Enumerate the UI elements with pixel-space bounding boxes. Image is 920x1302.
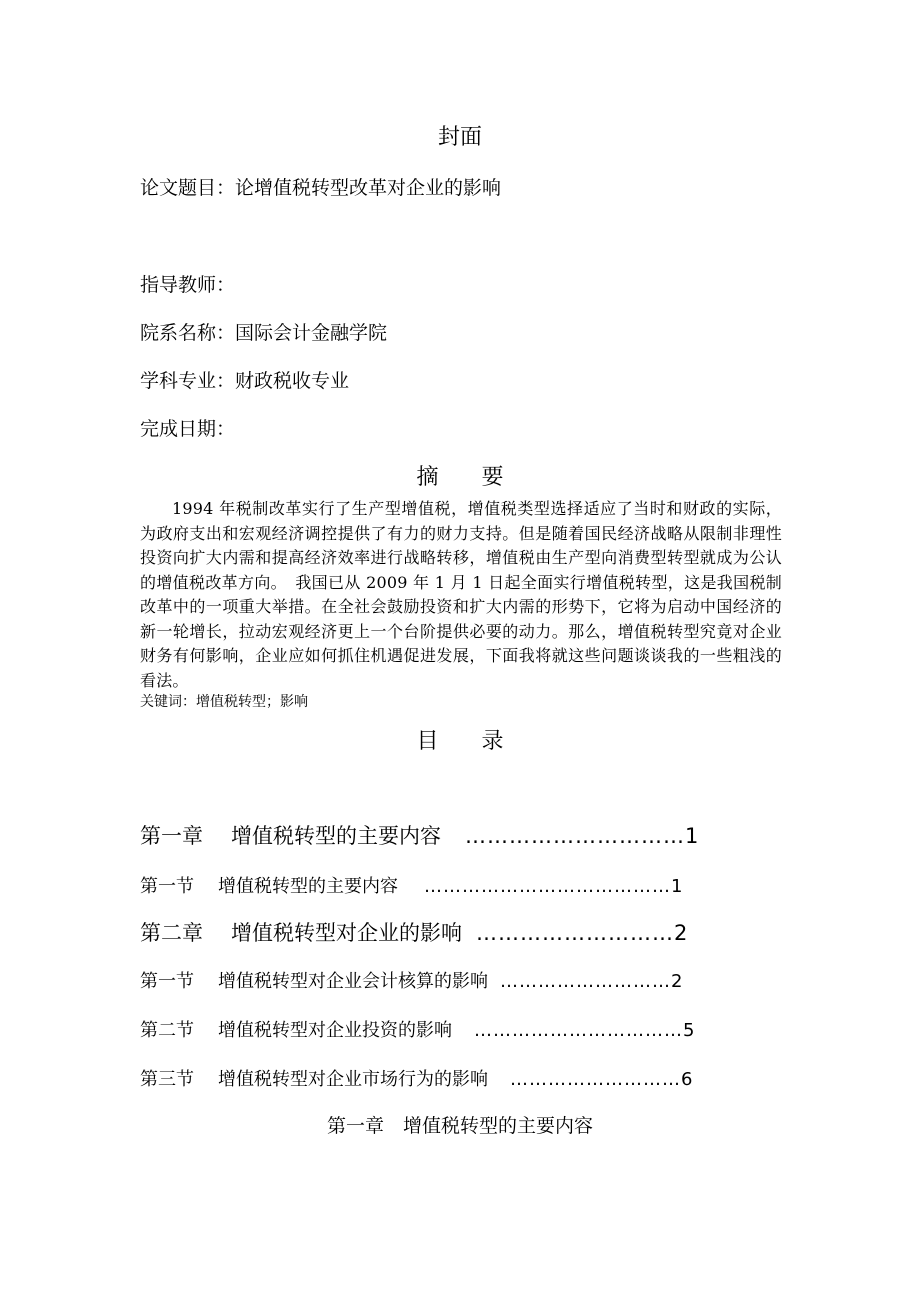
toc-label: 第一节: [140, 971, 194, 992]
date-field: 完成日期：: [140, 418, 236, 440]
advisor-field: 指导教师：: [140, 274, 236, 296]
toc-label: 第一节: [140, 876, 194, 897]
toc-leader-dots: ………………………: [510, 1069, 681, 1090]
toc-leader-dots: ………………………: [476, 921, 674, 945]
cover-title: 封面: [437, 125, 482, 150]
toc-title: 增值税转型对企业投资的影响: [218, 1020, 452, 1041]
thesis-title: 论文题目：论增值税转型改革对企业的影响: [140, 177, 502, 199]
toc-entry-chapter-1[interactable]: [140, 820, 698, 850]
toc-title: 增值税转型的主要内容: [218, 876, 398, 897]
toc-page-number: 6: [681, 1069, 693, 1090]
toc-page-number: 1: [671, 876, 683, 897]
toc-page-number: 1: [685, 824, 699, 848]
major-field: 学科专业：财政税收专业: [140, 370, 350, 392]
department-field: 院系名称：国际会计金融学院: [140, 322, 388, 344]
abstract-heading: 摘 要: [416, 465, 522, 490]
toc-label: 第二章: [140, 921, 203, 945]
toc-page-number: 5: [683, 1020, 695, 1041]
chapter-1-heading: 第一章 增值税转型的主要内容: [326, 1115, 593, 1137]
toc-title: 增值税转型对企业的影响: [231, 921, 462, 945]
toc-leader-dots: ………………………: [500, 971, 671, 992]
toc-entry-section-1-1[interactable]: [140, 872, 682, 898]
toc-page-number: 2: [671, 971, 683, 992]
toc-label: 第一章: [140, 824, 203, 848]
toc-leader-dots: …………………………: [465, 824, 685, 848]
toc-leader-dots: …………………………………: [424, 876, 671, 897]
toc-label: 第二节: [140, 1020, 194, 1041]
toc-title: 增值税转型的主要内容: [231, 824, 441, 848]
toc-title: 增值税转型对企业会计核算的影响: [218, 971, 488, 992]
toc-entry-section-2-3[interactable]: [140, 1065, 692, 1091]
keywords: 关键词：增值税转型；影响: [140, 694, 308, 710]
toc-entry-chapter-2[interactable]: [140, 917, 687, 947]
toc-label: 第三节: [140, 1069, 194, 1090]
toc-heading: 目 录: [416, 729, 522, 754]
toc-leader-dots: ……………………………: [474, 1020, 683, 1041]
abstract-body: 1994 年税制改革实行了生产型增值税，增值税类型选择适应了当时和财政的实际，为政府支出和宏观经济调控提供了有力的财力支持。但是随着国民经济战略从限制非理性投资向扩大内需和提高经济效率进行战略转移，增值税由生产型向消费型转型就成为公认的增值税改革方向。 我国已从 2009 年 1 月 1 日起全面实行增值税转型，这是我国税制改革中的一项重大举措。在全社会鼓励投资和扩大内需的形势下，它将为启动中国经济的新一轮增长，拉动宏观经济更上一个台阶提供必要的动力。那么，增值税转型究竟对企业财务有何影响，企业应如何抓住机遇促进发展，下面我将就这些问题谈谈我的一些粗浅的看法。: [140, 499, 782, 690]
toc-title: 增值税转型对企业市场行为的影响: [218, 1069, 488, 1090]
toc-entry-section-2-2[interactable]: [140, 1016, 694, 1042]
toc-entry-section-2-1[interactable]: [140, 967, 682, 993]
toc-page-number: 2: [674, 921, 688, 945]
